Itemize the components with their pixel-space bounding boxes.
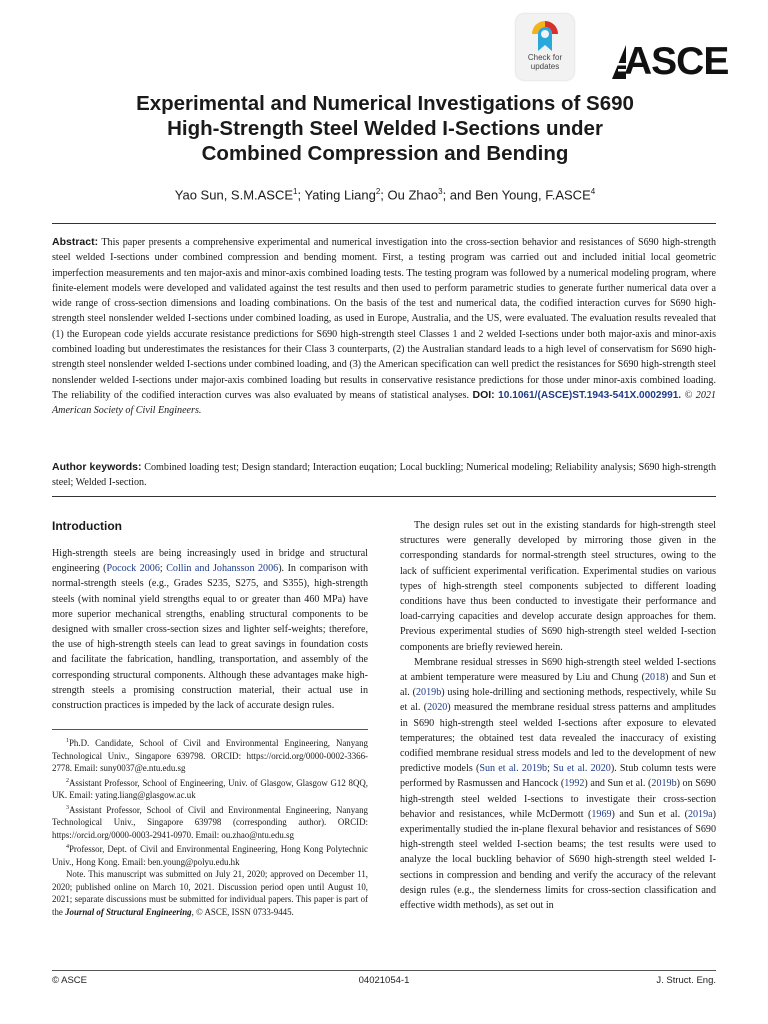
citation-link[interactable]: 1992 [564,778,585,790]
author-keywords [52,460,716,491]
footnote-divider [52,729,368,730]
footnote-2 [52,775,368,802]
citation-link[interactable]: Sun et al. 2019b [479,763,548,775]
text-run: ; [159,563,167,575]
author-affiliation-mark: 1 [293,187,298,196]
footnote-3 [52,802,368,841]
title-line-2: High-Strength Steel Welded I-Sections under [167,117,603,140]
footnote-4 [52,841,368,868]
footer-article-number: 04021054-1 [358,975,410,986]
author-name: Yao Sun, S.M.ASCE [174,187,294,203]
citation-link[interactable]: 2019a [687,808,713,820]
author-separator: ; [297,187,305,203]
text-run: ) on S690 high-strength steel welded I-sections to investigate their cross-section behavior and resistances, while McDermott ( [400,778,716,820]
abstract-divider [52,496,716,497]
author-affiliation-mark: 4 [590,187,596,196]
right-paragraph-2 [400,655,716,913]
citation-link[interactable]: 2019b [651,778,677,790]
right-column [400,518,716,913]
journal-name: Journal of Structural Engineering [65,906,192,917]
abstract [52,235,716,419]
title-line-3: Combined Compression and Bending [201,142,569,165]
footnote-mark: 4 [66,844,69,851]
text-run: Membrane residual stresses in S690 high-strength steel welded I-sections at ambient temperature were measured by Liu and Chung ( [400,656,716,684]
footnote-mark: 1 [66,738,69,745]
keywords-label: Author keywords: [52,461,142,473]
doi-label: DOI: [472,388,495,401]
footnote-text: Assistant Professor, School of Engineering, Univ. of Glasgow, Glasgow G12 8QQ, UK. Email: yating.liang@glasgow.ac.uk [52,777,368,801]
author-affiliation-mark: 3 [438,187,443,196]
text-run: ) experimentally studied the in-plane flexural behavior and resistances of S690 high-strength steel welded I-section beams; the test results were used to analyze the local buckling behavior of S690 high-strength steel welded I-sections in compression and bending and verify the accuracy of the relevant design rules (e.g., the slenderness limits for cross-section classification and effective width methods), as set out in [400,808,716,912]
text-run: ) measured the membrane residual stress patterns and amplitudes in S690 high-strength steel welded I-sections after exposure to elevated temperatures; the obtained test data revealed the inaccuracy of existing codified membrane residual stress models and led to the development of new predictive models ( [400,702,716,775]
footnote-text: Ph.D. Candidate, School of Civil and Environmental Engineering, Nanyang Technological Univ., Singapore 639798. ORCID: https://orcid.org/0000-0002-3366-2778. Email: suny0037@e.ntu.edu.sg [52,738,368,774]
submission-note [52,868,368,918]
abstract-label: Abstract: [52,236,99,248]
text-run: ) and Sun et al. ( [584,778,652,790]
citation-link[interactable]: 2019b [416,687,442,699]
footer-copyright: © ASCE [52,975,87,986]
note-text: Note. This manuscript was submitted on July 21, 2020; approved on December 11, 2020; published online on March 10, 2021. Discussion period open until August 10, 2021; separate discussions must be submitted for individual papers. This paper is part of the [52,869,368,917]
title-line-1: Experimental and Numerical Investigations of S690 [136,92,634,115]
text-run: ; [547,763,554,775]
keywords-text: Combined loading test; Design standard; Interaction euqation; Local buckling; Numerical modeling; Reliability analysis; S690 high-strength steel; Welded I-section. [52,462,716,489]
text-run: High-strength steels are being increasingly used in bridge and structural engineering ( [52,548,368,575]
text-run: ) using hole-drilling and sectioning methods, respectively, while Su et al. ( [400,687,716,714]
citation-link[interactable]: Collin and Johansson 2006 [166,563,279,575]
check-for-updates-badge[interactable] [516,14,574,80]
section-heading-introduction: Introduction [52,519,122,533]
text-run: ). In comparison with normal-strength steels (e.g., Grades S235, S275, and S355), high-strength steels (with nominal yield strengths equal to or greater than 460 MPa) have more superior mechanical strengths, enabling structural components to be designed with smaller cross-section sizes and lighter self-weights; therefore, the use of high-strength steels can lead to great savings in foundation costs and facilitate the fabrication, handling, transportation, and assembly of the corresponding structural components. Although these advantages make high-strength steels a promising construction material, their actual use in construction practices is impeded by the lack of accurate design rules. [52,563,368,712]
badge-line-2: updates [530,62,560,71]
author-list [40,183,730,204]
asce-logo-text: ASCE [624,40,729,83]
citation-link[interactable]: 2020 [427,702,448,714]
text-run: ) and Sun et al. ( [400,672,716,699]
footer-divider [52,970,716,971]
footnote-1 [52,735,368,774]
intro-paragraph [52,546,368,713]
footer-journal: J. Struct. Eng. [656,975,716,986]
asce-logo [612,40,729,83]
header-divider [52,223,716,224]
footnote-text: Professor, Dept. of Civil and Environmental Engineering, Hong Kong Polytechnic Univ., Hong Kong. Email: ben.young@polyu.edu.hk [52,844,368,867]
badge-line-1: Check for [527,53,563,62]
author-name: Ben Young, F.ASCE [475,187,591,203]
author-name: Ou Zhao [387,187,439,203]
text-run: ). Stub column tests were performed by Rasmussen and Hancock ( [400,763,716,790]
citation-link[interactable]: Pocock 2006 [106,563,160,575]
abstract-copyright: © 2021 American Society of Civil Engineers. [52,389,716,417]
citation-link[interactable]: 1969 [591,808,612,820]
left-column [52,518,368,918]
footnote-mark: 3 [66,804,69,811]
footnote-text: Assistant Professor, School of Civil and Environmental Engineering, Nanyang Technological Univ., Singapore 639798 (corresponding author). ORCID: https://orcid.org/0000-0003-2941-0970. Email: ou.zhao@ntu.edu.sg [52,804,368,840]
doi-link[interactable]: 10.1061/(ASCE)ST.1943-541X.0002991. [498,389,682,401]
abstract-text: This paper presents a comprehensive experimental and numerical investigation into the cross-section behavior and resistances of S690 high-strength steel welded I-sections under combined compression and bending moment. First, a testing program was carried out and included initial local geometric imperfection measurements and ten major-axis and minor-axis combined loading tests. The testing program was followed by a numerical modeling program, where finite-element models were developed and validated against the test results and then used to perform parametric studies to generate further numerical data over a wide range of cross-section dimensions and loading combinations. On the basis of the test and numerical data, the codified interaction curves for S690 high-strength steel nonslender welded I-sections under combined loading, as used in Europe, Australia, and the US, were evaluated. The evaluation results revealed that (1) the European code yields accurate resistance predictions for S690 high-strength steel Classes 1 and 2 welded I-sections under both major-axis and minor-axis combined loading but underestimates the resistances for their Class 3 counterparts, (2) the Australian standard leads to a high level of conservatism for S690 high-strength steel nonslender welded I-sections under combined loading, and (3) the American specification can well predict the resistances for S690 high-strength steel nonslender welded I-sections under major-axis combined loading but results in conservative resistance predictions for those under minor-axis combined loading. The reliability of the codified interaction curves was also evaluated by means of statistical analyses. [52,237,716,401]
author-separator: ; [380,187,388,203]
crossmark-icon [530,19,560,53]
paper-title [70,91,700,166]
author-affiliation-mark: 2 [375,187,381,196]
citation-link[interactable]: Su et al. 2020 [553,763,611,775]
footnote-mark: 2 [66,777,69,784]
right-paragraph-1: The design rules set out in the existing standards for high-strength steel structures were generally developed by mirroring those given in the corresponding standards for normal-strength steel structures, owing to the lack of sufficient experimental verification. Experimental studies on various types of high-strength steel components subjected to different loading conditions have thus been conducted to investigate their performance and load-carrying capacities and develop accurate design approaches for them. Previous experimental studies of S690 high-strength steel welded I-section components are briefly reviewed herein. [400,520,716,653]
note-text: , © ASCE, ISSN 0733-9445. [191,906,294,917]
text-run: ) and Sun et al. ( [611,808,688,820]
author-name: Yating Liang [304,187,376,203]
author-separator: ; and [442,187,476,203]
citation-link[interactable]: 2018 [644,672,666,684]
